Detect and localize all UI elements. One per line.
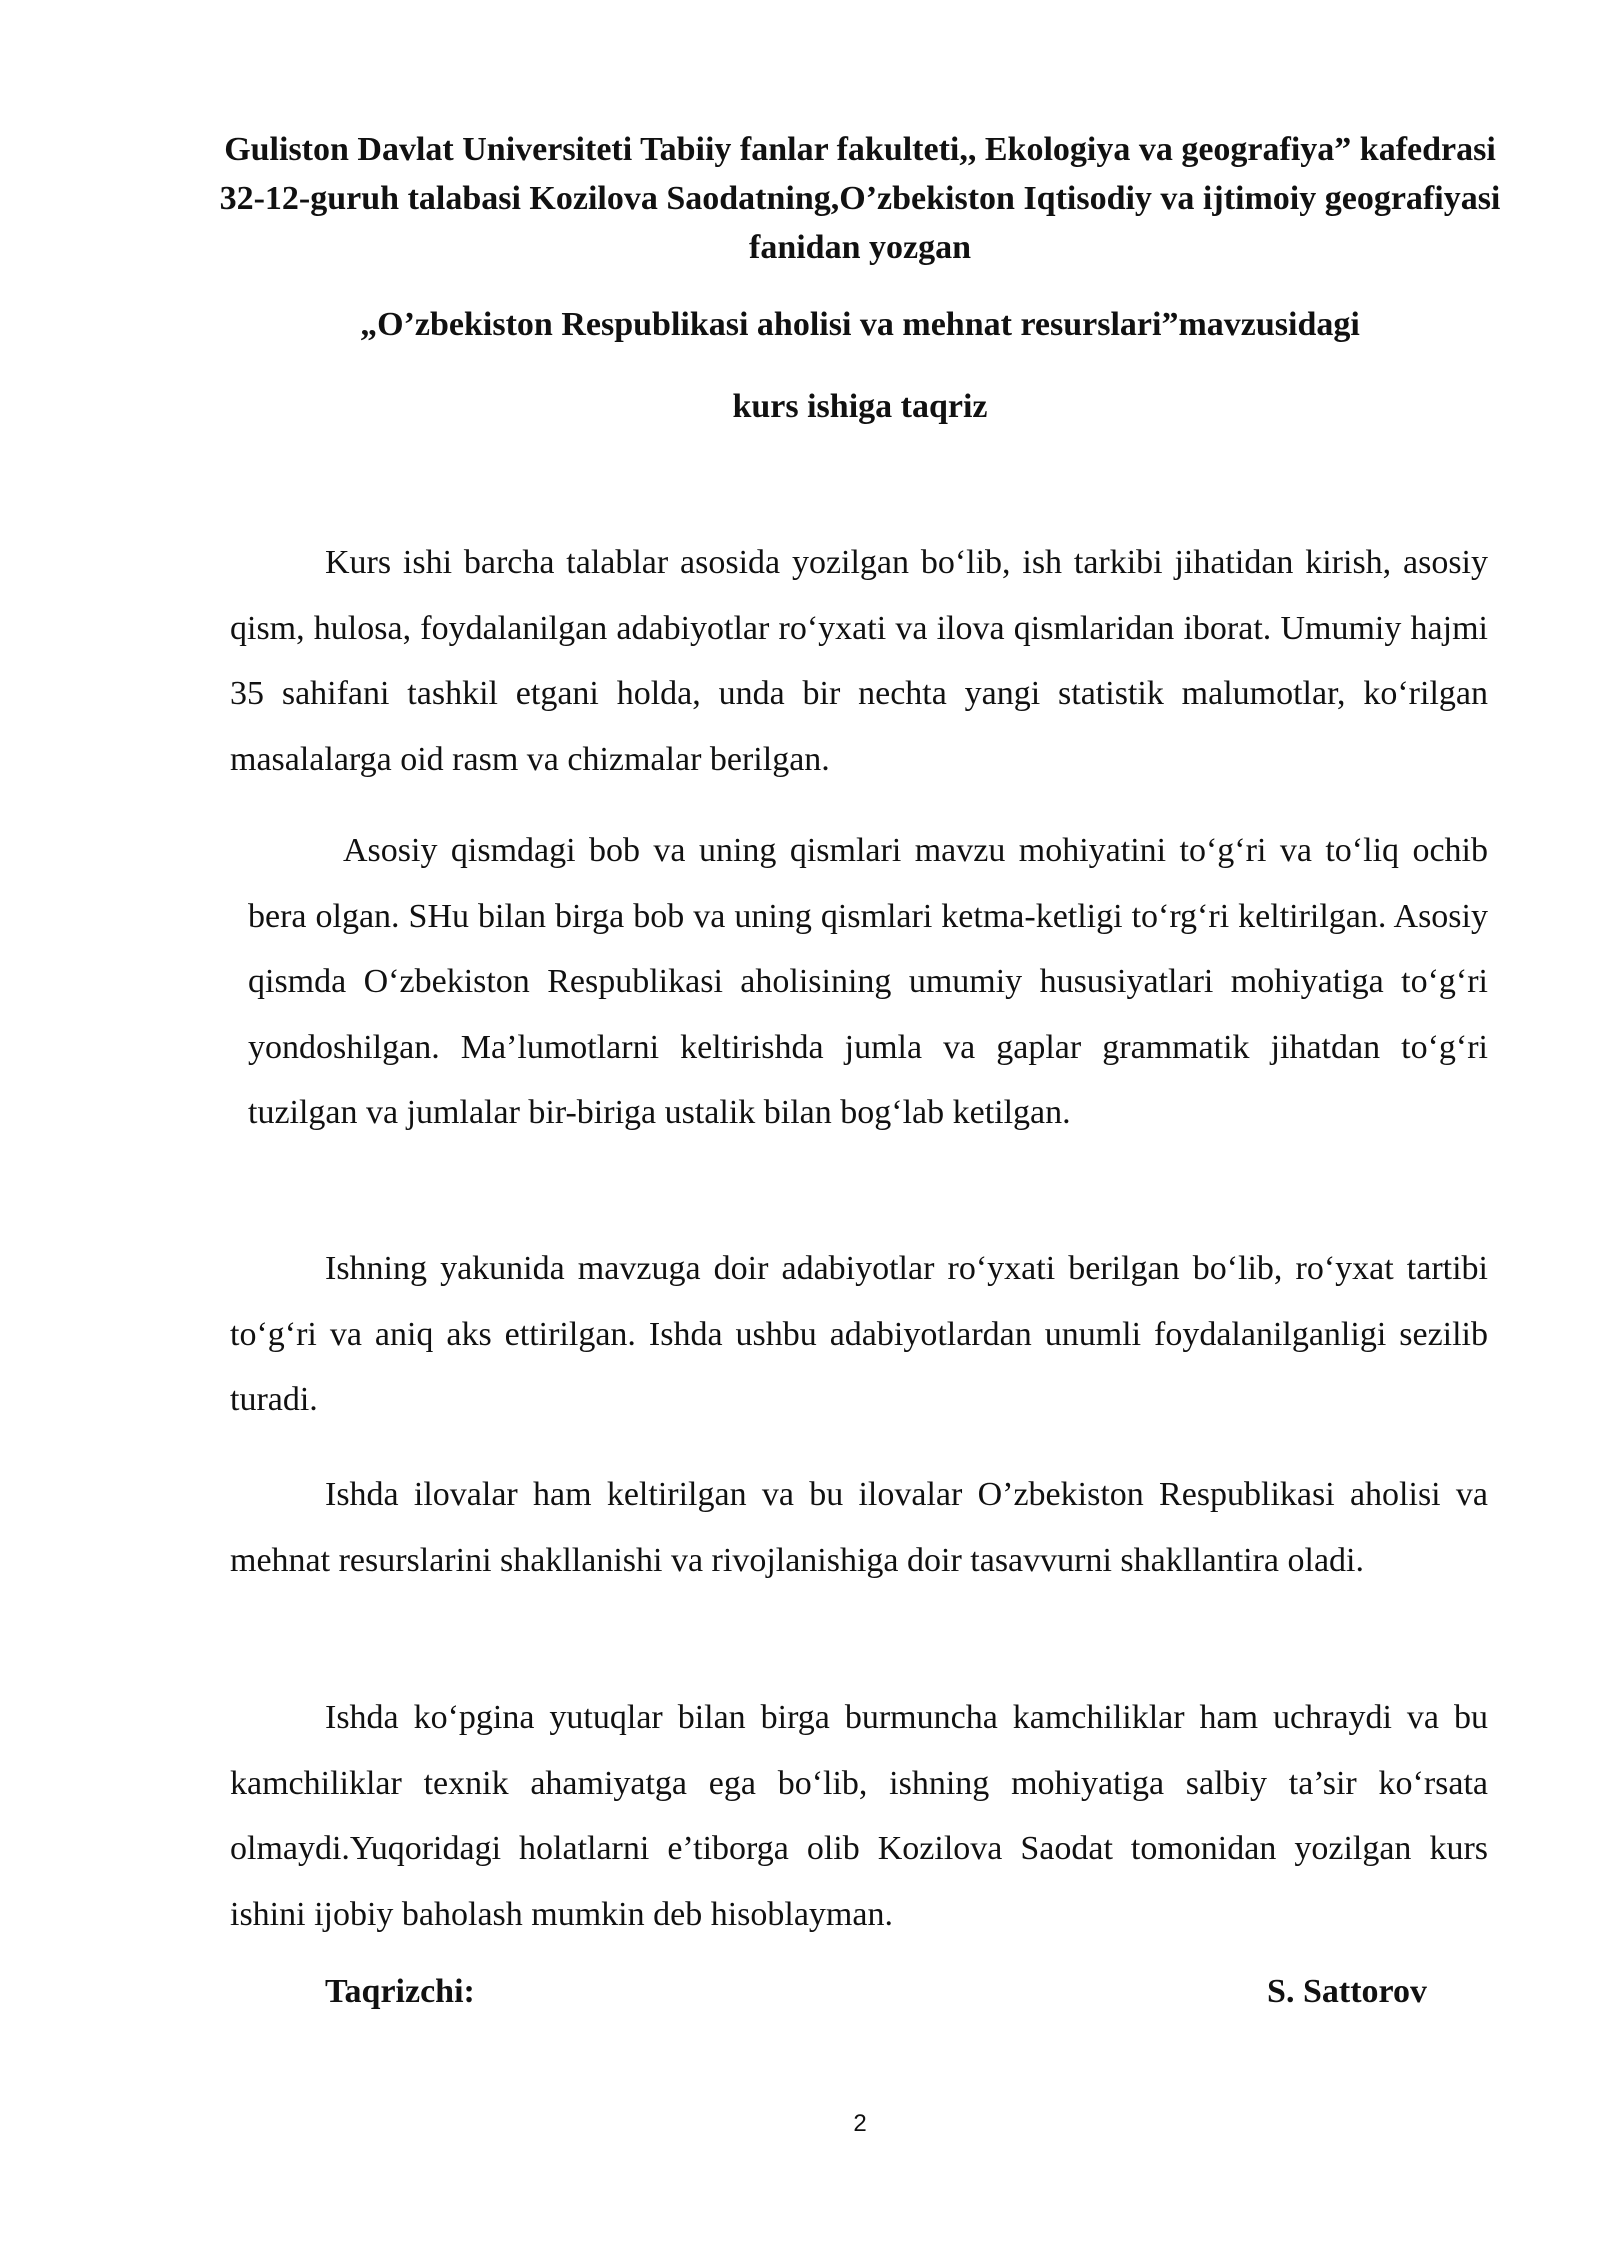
reviewer-label: Taqrizchi: bbox=[325, 1973, 475, 2010]
body-paragraph: Ishning yakunida mavzuga doir adabiyotlar ro‘yxati berilgan bo‘lib, ro‘yxat tartibi to‘g‘ri va aniq aks ettirilgan. Ishda ushbu adabiyotlardan unumli foydalanilganligi sezilib turadi. bbox=[230, 1250, 1488, 1418]
body-paragraph: Ishda ilovalar ham keltirilgan va bu ilovalar O’zbekiston Respublikasi aholisi va mehnat resurslarini shakllanishi va rivojlanishiga doir tasavvurni shakllantira oladi. bbox=[230, 1476, 1488, 1579]
page-number: 2 bbox=[853, 2110, 867, 2137]
reviewer-name: S. Sattorov bbox=[1267, 1973, 1427, 2010]
document-subtitle: kurs ishiga taqriz bbox=[732, 388, 988, 425]
body-paragraph: Asosiy qismdagi bob va uning qismlari mavzu mohiyatini to‘g‘ri va to‘liq ochib bera olgan. SHu bilan birga bob va uning qismlari ketma-ketligi to‘rg‘ri keltirilgan. Asosiy qismda O‘zbekiston Respublikasi aholisining umumiy hususiyatlari mohiyatiga to‘g‘ri yondoshilgan. Ma’lumotlarni keltirishda jumla va gaplar grammatik jihatdan to‘g‘ri tuzilgan va jumlalar bir-biriga ustalik bilan bog‘lab ketilgan. bbox=[248, 832, 1488, 1131]
body-paragraph: Kurs ishi barcha talablar asosida yozilgan bo‘lib, ish tarkibi jihatidan kirish, asosiy qism, hulosa, foydalanilgan adabiyotlar ro‘yxati va ilova qismlaridan iborat. Umumiy hajmi 35 sahifani tashkil etgani holda, unda bir nechta yangi statistik malumotlar, ko‘rilgan masalalarga oid rasm va chizmalar berilgan. bbox=[230, 544, 1488, 778]
body-paragraph: Ishda ko‘pgina yutuqlar bilan birga burmuncha kamchiliklar ham uchraydi va bu kamchiliklar texnik ahamiyatga ega bo‘lib, ishning mohiyatiga salbiy ta’sir ko‘rsata olmaydi.Yuqoridagi holatlarni e’tiborga olib Kozilova Saodat tomonidan yozilgan kurs ishini ijobiy baholash mumkin deb hisoblayman. bbox=[230, 1699, 1488, 1933]
document-title: Guliston Davlat Universiteti Tabiiy fanlar fakulteti,, Ekologiya va geografiya” kafedrasi 32-12-guruh talabasi Kozilova Saodatning,O’zbekiston Iqtisodiy va ijtimoiy geografiyasi fanidan yozgan bbox=[219, 131, 1501, 266]
document-topic: „O’zbekiston Respublikasi aholisi va mehnat resurslari”mavzusidagi bbox=[360, 306, 1360, 343]
